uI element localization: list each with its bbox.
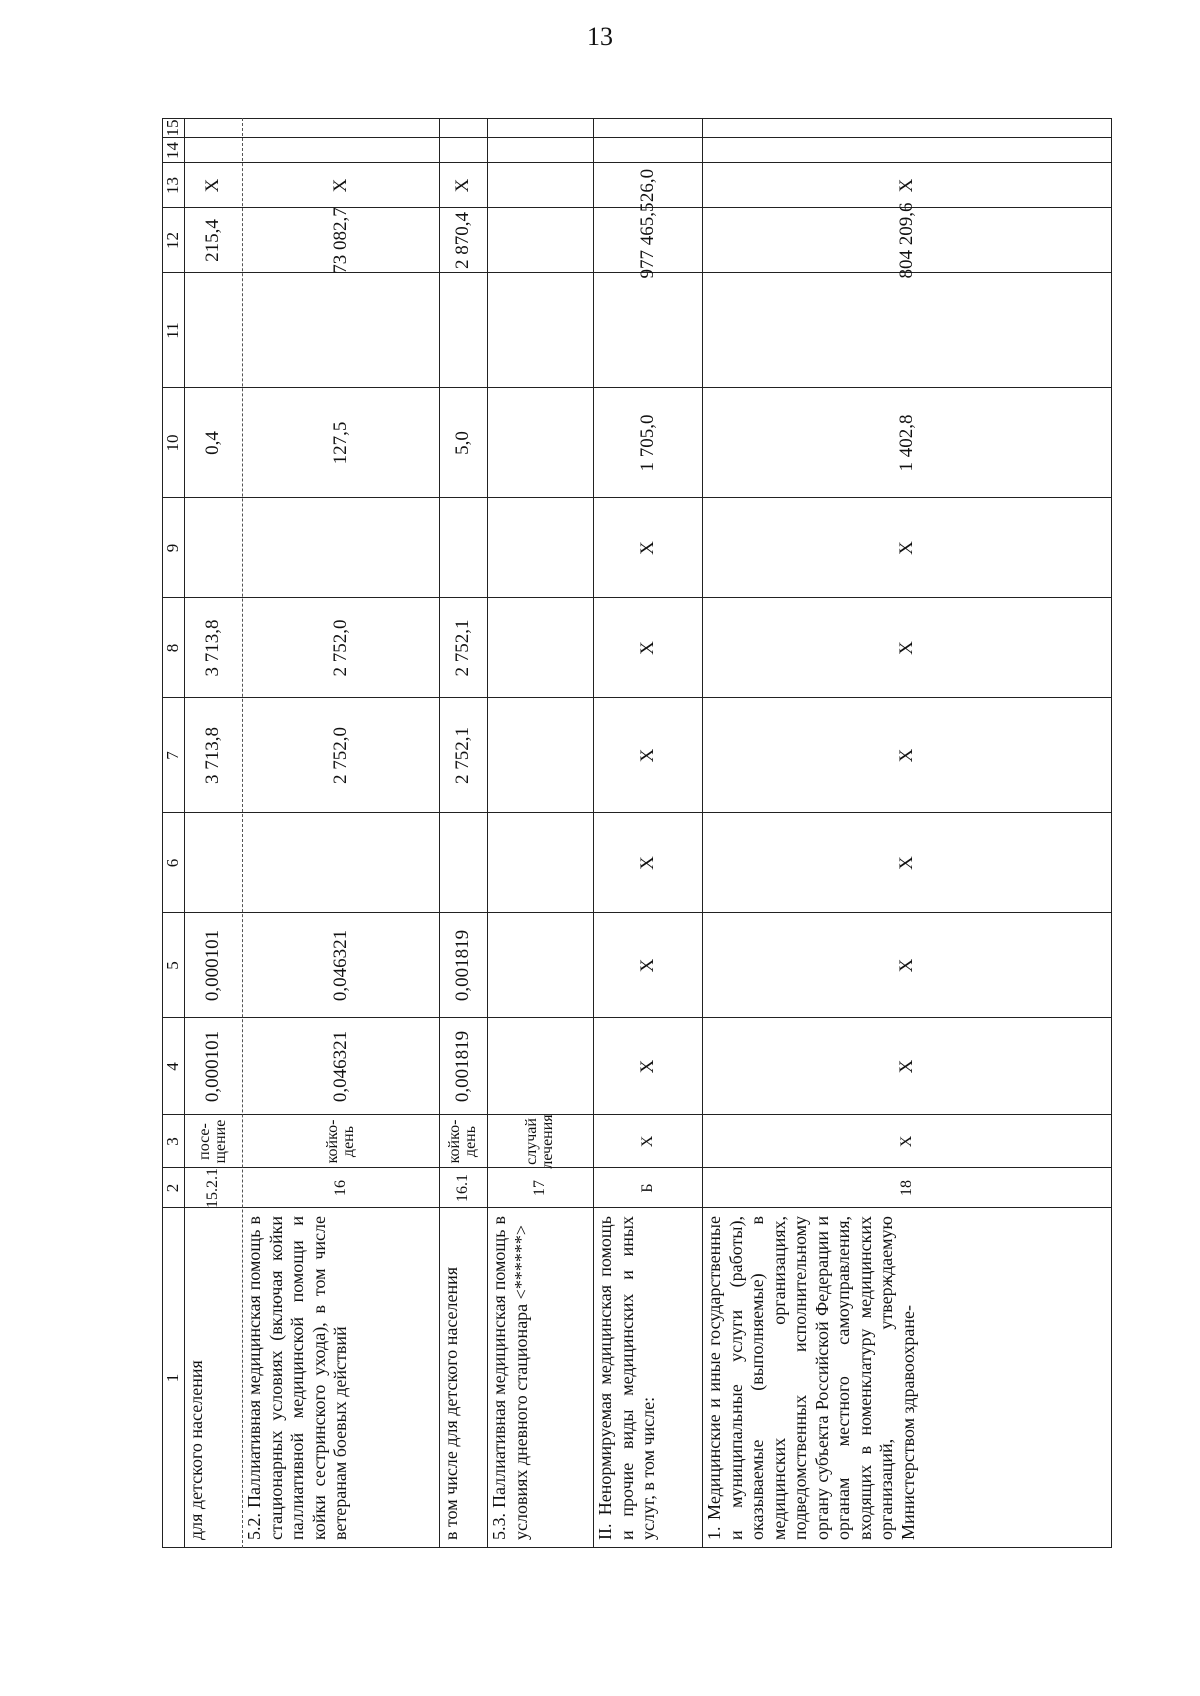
table-cell: 127,5 (329, 421, 351, 465)
data-table (162, 118, 1112, 1548)
table-cell: Х (896, 748, 917, 763)
table-cell (593, 118, 702, 138)
header-cell: 10 (163, 434, 182, 452)
table-cell: Х (896, 641, 917, 655)
table-cell (593, 138, 702, 163)
table-cell: Х (636, 541, 658, 555)
table-cell: 0,001819 (452, 929, 473, 1002)
table-cell: 804 209,6 (896, 202, 917, 279)
table-cell: 977 465,5 (636, 202, 658, 279)
table-cell: Б (638, 1183, 656, 1193)
header-cell: 12 (163, 232, 182, 249)
table-cell: Х (636, 641, 658, 655)
table-cell: 1 402,8 (896, 414, 917, 472)
page-number: 13 (587, 22, 613, 51)
table-cell: Х (329, 178, 351, 193)
table-cell: 26,0 (636, 168, 658, 203)
table-cell: Х (636, 748, 658, 763)
table-cell (242, 813, 439, 913)
table-cell: Х (452, 178, 473, 193)
header-cell: 5 (163, 961, 182, 970)
header-cell: 14 (163, 142, 182, 159)
table-cell: 73 082,7 (329, 207, 351, 274)
table-cell: Х (896, 1059, 917, 1074)
table-cell (487, 913, 593, 1018)
table-cell (184, 273, 242, 388)
row-description: в том числе для детского населения (441, 1266, 461, 1540)
row-description: 1. Медицинские и иные государственные и муниципальные услуги (работы), оказываемые (выполняемые) в медицинских организациях, подведомственных исполнительному органу субъекта Российской Федерации и органам местного самоуправления, входящих в номенклатуру медицинских организаций, утверждаемую Министерством здравоохране- (704, 1216, 918, 1540)
table-cell: 18 (898, 1180, 915, 1196)
header-cell: 11 (163, 322, 182, 339)
table-cell: 2 870,4 (452, 212, 473, 269)
table-cell (439, 138, 487, 163)
table-cell (487, 208, 593, 273)
header-cell: 9 (163, 543, 182, 553)
table-cell: 16 (331, 1180, 349, 1196)
table-cell (184, 813, 242, 913)
table-cell: 2 752,1 (452, 619, 473, 677)
table-cell (487, 163, 593, 208)
table-cell: Х (636, 958, 658, 973)
rotated-table (162, 118, 1112, 1548)
table-cell: Х (896, 541, 917, 555)
table-cell: Х (202, 178, 223, 193)
row-description: 5.2. Паллиативная медицинская помощь в стационарных условиях (включая койки паллиативной медицинской помощи и койки сестринского ухода), в том числе ветеранам боевых действий (244, 1216, 350, 1540)
table-cell: 16.1 (454, 1174, 471, 1202)
table-cell (242, 498, 439, 598)
table-cell: койко-день (446, 1119, 479, 1164)
table-cell: 2 752,1 (452, 727, 473, 784)
table-cell (184, 118, 242, 138)
table-cell: Х (896, 958, 917, 973)
table-cell (593, 273, 702, 388)
header-cell: 6 (163, 858, 182, 868)
table-cell: 0,000101 (202, 929, 223, 1002)
table-cell: 0,4 (202, 431, 223, 455)
table-cell (487, 813, 593, 913)
table-cell: 2 752,0 (329, 727, 351, 784)
header-cell: 13 (163, 177, 182, 194)
table-cell (439, 273, 487, 388)
table-cell (439, 813, 487, 913)
table-cell (487, 388, 593, 498)
table-cell: койко-день (323, 1119, 357, 1164)
table-cell (487, 498, 593, 598)
row-description: 5.3. Паллиативная медицинская помощь в условиях дневного стационара <******> (489, 1216, 531, 1540)
table-cell (487, 698, 593, 813)
table-cell (242, 273, 439, 388)
table-cell (184, 498, 242, 598)
table-cell (702, 138, 1112, 163)
table-cell (487, 598, 593, 698)
table-cell (487, 1018, 593, 1115)
header-cell: 1 (163, 1373, 182, 1383)
table-cell: Х (896, 178, 917, 193)
table-cell: Х (896, 856, 917, 870)
row-description: II. Ненормируемая медицинская помощь и прочие виды медицинских и иных услуг, в том числе: (595, 1216, 658, 1540)
table-cell: 0,001819 (452, 1030, 473, 1103)
table-cell (439, 118, 487, 138)
table-cell: Х (636, 1059, 658, 1074)
table-cell: 17 (531, 1180, 548, 1196)
table-cell (184, 138, 242, 163)
table-cell (242, 138, 439, 163)
header-cell: 2 (163, 1183, 182, 1193)
header-cell: 8 (163, 643, 182, 653)
table-cell: 0,046321 (329, 1030, 351, 1103)
header-cell: 3 (163, 1137, 182, 1146)
table-cell (487, 118, 593, 138)
header-cell: 7 (163, 751, 182, 760)
table-cell: посе-щение (196, 1119, 229, 1164)
header-cell: 15 (163, 119, 182, 137)
table-cell: случай лечения (523, 1114, 556, 1169)
table-cell (439, 498, 487, 598)
table-cell (702, 118, 1112, 138)
table-cell (487, 138, 593, 163)
table-cell: Х (898, 1135, 915, 1148)
table-cell: 215,4 (202, 219, 223, 262)
table-cell (702, 273, 1112, 388)
table-cell (242, 118, 439, 138)
row-description: для детского населения (186, 1360, 206, 1540)
table-cell: 3 713,8 (202, 727, 223, 784)
table-cell: 2 752,0 (329, 619, 351, 677)
table-cell: 3 713,8 (202, 619, 223, 677)
table-cell: 15.2.1 (204, 1168, 221, 1208)
header-cell: 4 (163, 1062, 182, 1071)
table-cell: 1 705,0 (636, 414, 658, 472)
table-cell: 0,046321 (329, 929, 351, 1002)
table-cell: Х (638, 1135, 656, 1148)
table-cell: 0,000101 (202, 1030, 223, 1103)
table-cell: 5,0 (452, 431, 473, 455)
table-cell: Х (636, 856, 658, 870)
table-cell (487, 273, 593, 388)
